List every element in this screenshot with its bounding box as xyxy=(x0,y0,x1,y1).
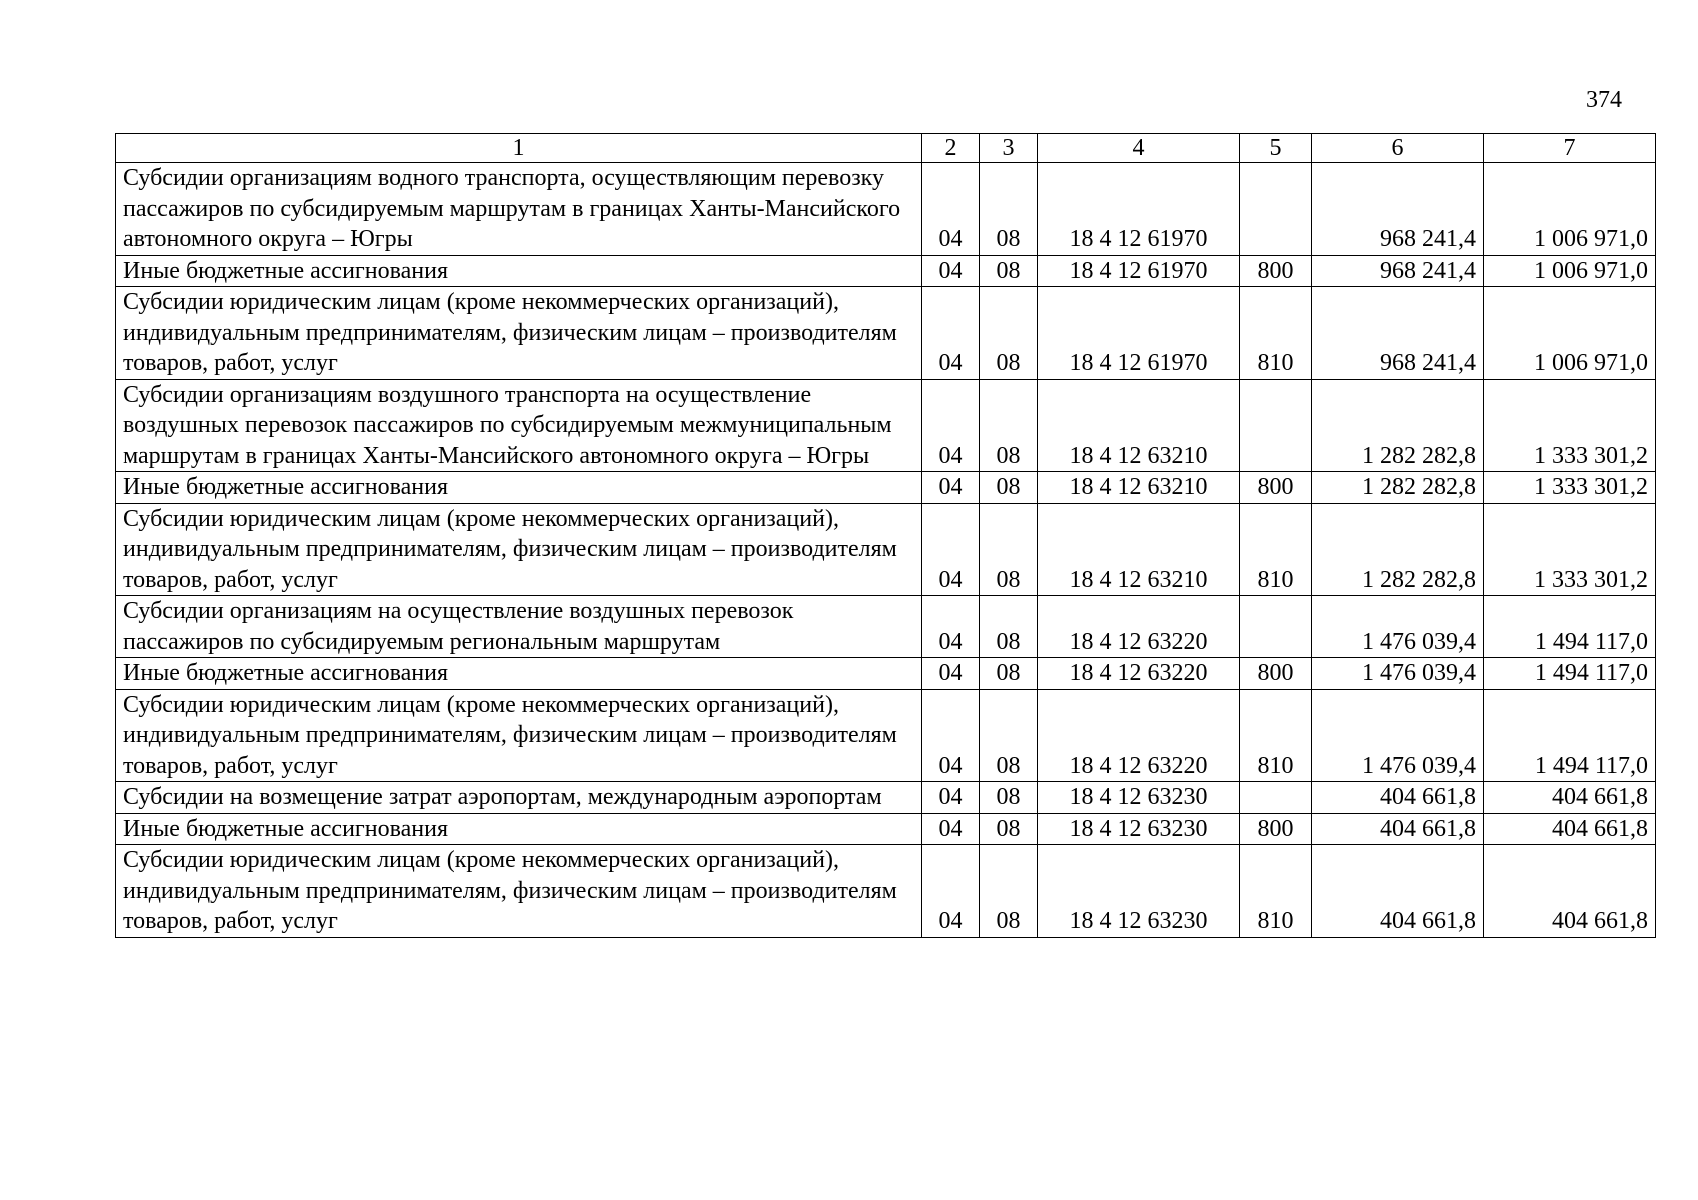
row-target-article-cell: 18 4 12 63230 xyxy=(1038,782,1240,814)
row-target-article-cell: 18 4 12 63230 xyxy=(1038,845,1240,938)
row-section-cell: 04 xyxy=(922,845,980,938)
row-expense-type-cell: 800 xyxy=(1240,658,1312,690)
row-section-cell: 04 xyxy=(922,163,980,256)
row-amount-col7-cell: 404 661,8 xyxy=(1484,782,1656,814)
row-name-cell: Иные бюджетные ассигнования xyxy=(116,813,922,845)
row-target-article-cell: 18 4 12 61970 xyxy=(1038,255,1240,287)
header-col-3: 3 xyxy=(980,134,1038,163)
table-row xyxy=(116,782,1656,814)
row-section-cell: 04 xyxy=(922,658,980,690)
row-name-cell: Субсидии на возмещение затрат аэропортам, международным аэропортам xyxy=(116,782,922,814)
row-name-cell: Субсидии организациям на осуществление воздушных перевозок пассажиров по субсидируемым региональным маршрутам xyxy=(116,596,922,658)
row-subsection-cell: 08 xyxy=(980,596,1038,658)
row-name-cell: Иные бюджетные ассигнования xyxy=(116,255,922,287)
table-row xyxy=(116,255,1656,287)
row-subsection-cell: 08 xyxy=(980,845,1038,938)
row-amount-col6-cell: 1 476 039,4 xyxy=(1312,596,1484,658)
row-amount-col7-cell: 404 661,8 xyxy=(1484,813,1656,845)
header-col-5: 5 xyxy=(1240,134,1312,163)
row-expense-type-cell xyxy=(1240,596,1312,658)
row-amount-col6-cell: 1 282 282,8 xyxy=(1312,472,1484,504)
row-amount-col7-cell: 1 333 301,2 xyxy=(1484,503,1656,596)
row-subsection-cell: 08 xyxy=(980,813,1038,845)
row-amount-col7-cell: 1 494 117,0 xyxy=(1484,689,1656,782)
row-section-cell: 04 xyxy=(922,782,980,814)
header-col-6: 6 xyxy=(1312,134,1484,163)
row-amount-col7-cell: 1 333 301,2 xyxy=(1484,472,1656,504)
row-amount-col7-cell: 1 006 971,0 xyxy=(1484,255,1656,287)
row-subsection-cell: 08 xyxy=(980,163,1038,256)
row-amount-col7-cell: 1 494 117,0 xyxy=(1484,596,1656,658)
header-row xyxy=(116,134,1656,163)
row-target-article-cell: 18 4 12 63210 xyxy=(1038,472,1240,504)
row-subsection-cell: 08 xyxy=(980,255,1038,287)
row-name-cell: Субсидии юридическим лицам (кроме некоммерческих организаций), индивидуальным предпринимателям, физическим лицам – производителям товаров, работ, услуг xyxy=(116,287,922,380)
row-expense-type-cell: 810 xyxy=(1240,503,1312,596)
table-row xyxy=(116,689,1656,782)
row-amount-col6-cell: 1 476 039,4 xyxy=(1312,689,1484,782)
table-row xyxy=(116,845,1656,938)
row-target-article-cell: 18 4 12 63210 xyxy=(1038,503,1240,596)
row-amount-col7-cell: 404 661,8 xyxy=(1484,845,1656,938)
row-section-cell: 04 xyxy=(922,503,980,596)
row-subsection-cell: 08 xyxy=(980,782,1038,814)
row-amount-col7-cell: 1 006 971,0 xyxy=(1484,287,1656,380)
row-expense-type-cell xyxy=(1240,163,1312,256)
row-expense-type-cell: 800 xyxy=(1240,255,1312,287)
row-amount-col6-cell: 404 661,8 xyxy=(1312,782,1484,814)
row-section-cell: 04 xyxy=(922,689,980,782)
row-amount-col6-cell: 968 241,4 xyxy=(1312,163,1484,256)
row-expense-type-cell: 800 xyxy=(1240,472,1312,504)
row-name-cell: Иные бюджетные ассигнования xyxy=(116,472,922,504)
row-subsection-cell: 08 xyxy=(980,503,1038,596)
row-amount-col7-cell: 1 333 301,2 xyxy=(1484,379,1656,472)
row-subsection-cell: 08 xyxy=(980,472,1038,504)
budget-table xyxy=(115,133,1656,938)
row-name-cell: Субсидии юридическим лицам (кроме некоммерческих организаций), индивидуальным предпринимателям, физическим лицам – производителям товаров, работ, услуг xyxy=(116,503,922,596)
row-expense-type-cell xyxy=(1240,782,1312,814)
header-col-4: 4 xyxy=(1038,134,1240,163)
row-amount-col6-cell: 968 241,4 xyxy=(1312,287,1484,380)
row-section-cell: 04 xyxy=(922,287,980,380)
row-target-article-cell: 18 4 12 63220 xyxy=(1038,596,1240,658)
row-name-cell: Иные бюджетные ассигнования xyxy=(116,658,922,690)
row-target-article-cell: 18 4 12 63220 xyxy=(1038,658,1240,690)
row-subsection-cell: 08 xyxy=(980,689,1038,782)
row-amount-col6-cell: 968 241,4 xyxy=(1312,255,1484,287)
row-expense-type-cell: 810 xyxy=(1240,689,1312,782)
table-row xyxy=(116,472,1656,504)
row-section-cell: 04 xyxy=(922,813,980,845)
row-subsection-cell: 08 xyxy=(980,658,1038,690)
row-subsection-cell: 08 xyxy=(980,379,1038,472)
page-number: 374 xyxy=(1586,87,1622,113)
row-name-cell: Субсидии организациям воздушного транспорта на осуществление воздушных перевозок пассажиров по субсидируемым межмуниципальным маршрутам в границах Ханты-Мансийского автономного округа – Югры xyxy=(116,379,922,472)
header-col-1: 1 xyxy=(116,134,922,163)
row-expense-type-cell: 810 xyxy=(1240,287,1312,380)
row-target-article-cell: 18 4 12 61970 xyxy=(1038,287,1240,380)
table-row xyxy=(116,596,1656,658)
row-section-cell: 04 xyxy=(922,379,980,472)
row-name-cell: Субсидии юридическим лицам (кроме некоммерческих организаций), индивидуальным предпринимателям, физическим лицам – производителям товаров, работ, услуг xyxy=(116,689,922,782)
row-target-article-cell: 18 4 12 61970 xyxy=(1038,163,1240,256)
row-amount-col7-cell: 1 006 971,0 xyxy=(1484,163,1656,256)
row-subsection-cell: 08 xyxy=(980,287,1038,380)
table-body xyxy=(116,163,1656,938)
row-section-cell: 04 xyxy=(922,472,980,504)
row-expense-type-cell: 800 xyxy=(1240,813,1312,845)
table-row xyxy=(116,503,1656,596)
row-amount-col6-cell: 404 661,8 xyxy=(1312,845,1484,938)
row-target-article-cell: 18 4 12 63220 xyxy=(1038,689,1240,782)
row-expense-type-cell xyxy=(1240,379,1312,472)
row-amount-col6-cell: 404 661,8 xyxy=(1312,813,1484,845)
header-col-2: 2 xyxy=(922,134,980,163)
table-row xyxy=(116,658,1656,690)
row-name-cell: Субсидии организациям водного транспорта, осуществляющим перевозку пассажиров по субсидируемым маршрутам в границах Ханты-Мансийского автономного округа – Югры xyxy=(116,163,922,256)
table-row xyxy=(116,813,1656,845)
header-col-7: 7 xyxy=(1484,134,1656,163)
row-section-cell: 04 xyxy=(922,255,980,287)
row-target-article-cell: 18 4 12 63230 xyxy=(1038,813,1240,845)
table-row xyxy=(116,163,1656,256)
row-name-cell: Субсидии юридическим лицам (кроме некоммерческих организаций), индивидуальным предпринимателям, физическим лицам – производителям товаров, работ, услуг xyxy=(116,845,922,938)
row-expense-type-cell: 810 xyxy=(1240,845,1312,938)
row-section-cell: 04 xyxy=(922,596,980,658)
row-amount-col6-cell: 1 282 282,8 xyxy=(1312,379,1484,472)
table-row xyxy=(116,287,1656,380)
table-row xyxy=(116,379,1656,472)
row-target-article-cell: 18 4 12 63210 xyxy=(1038,379,1240,472)
row-amount-col6-cell: 1 476 039,4 xyxy=(1312,658,1484,690)
row-amount-col7-cell: 1 494 117,0 xyxy=(1484,658,1656,690)
row-amount-col6-cell: 1 282 282,8 xyxy=(1312,503,1484,596)
